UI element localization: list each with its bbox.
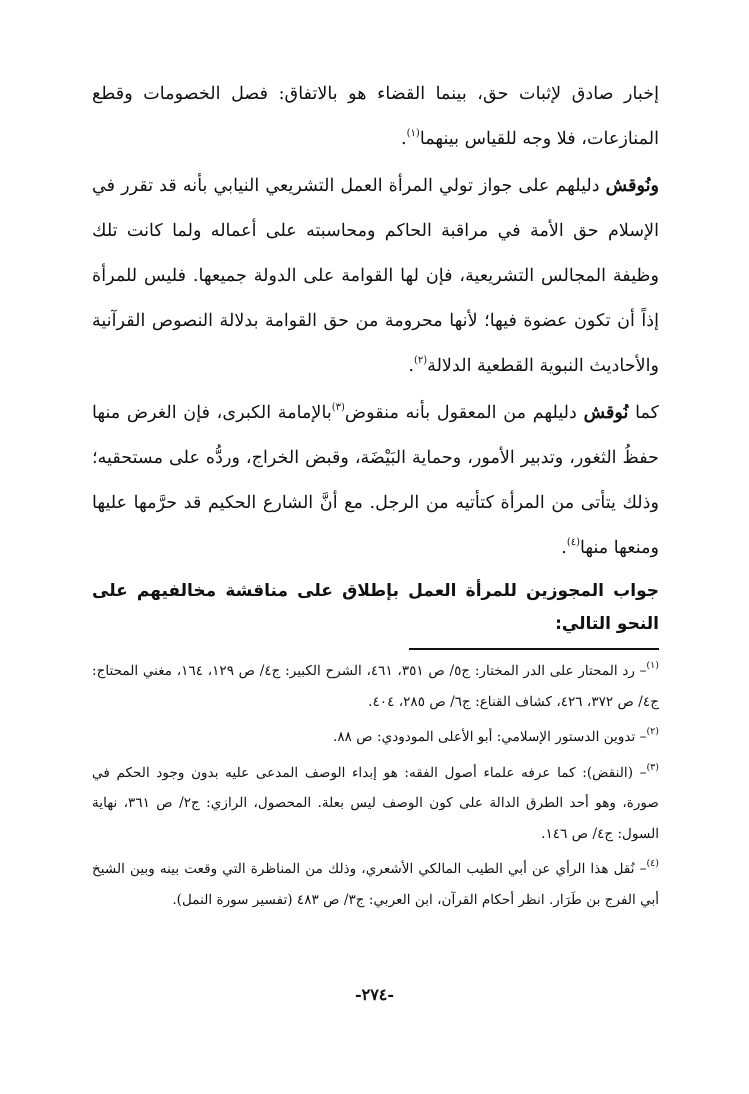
paragraph-2-text: دليلهم على جواز تولي المرأة العمل التشريعي النيابي بأنه قد تقرر في الإسلام حق الأمة في مراقبة الحاكم ومحاسبته على أعماله ولما كانت تلك وظيفة المجالس التشريعية، فإن لها القوامة على الدولة جميعها. فليس للمرأة إذاً أن تكون عضوة فيها؛ لأنها محرومة من حق القوامة بدلالة النصوص القرآنية والأحاديث النبوية القطعية الدلالة	[92, 176, 659, 376]
footnote-1-number: (١)	[646, 660, 659, 671]
footnotes	[92, 656, 659, 915]
section-heading: جواب المجوزين للمرأة العمل بإطلاق على مناقشة مخالفيهم على النحو التالي:	[92, 581, 659, 634]
footnote-1-text: – رد المحتار على الدر المختار: ج٥/ ص ٣٥١، ٤٦١، الشرح الكبير: ج٤/ ص ١٢٩، ١٦٤، مغني المحتاج: ج٤/ ص ٣٧٢، ٤٢٦، كشاف القناع: ج٦/ ص ٢٨٥، ٤٠٤.	[92, 663, 659, 710]
footnote-4-text: – نُقل هذا الرأي عن أبي الطيب المالكي الأشعري، وذلك من المناظرة التي وقعت بينه وبين الشيخ أبي الفرج بن طَرَار. انظر أحكام القرآن، ابن العربي: ج٣/ ص ٤٨٣ (تفسير سورة النمل).	[92, 861, 659, 908]
page-number: -٢٧٤-	[354, 985, 395, 1004]
paragraph-1-text: إخبار صادق لإثبات حق، بينما القضاء هو بالاتفاق: فصل الخصومات وقطع المنازعات، فلا وجه للقياس بينهما	[92, 84, 659, 149]
footnote-3-text: – (النقض): كما عرفه علماء أصول الفقه: هو إبداء الوصف المدعى عليه بدون وجود الحكم في صورة، وهو أحد الطرق الدالة على كون الوصف ليس بعلة. المحصول، الرازي: ج٢/ ص ٣٦١، نهاية السول: ج٤/ ص ١٤٦.	[92, 764, 659, 842]
footnote-3-number: (٣)	[646, 761, 659, 773]
paragraph-3	[92, 390, 659, 571]
footnote-2-number: (٢)	[646, 726, 659, 737]
footnote-2	[92, 722, 659, 753]
footnote-ref-2[interactable]: (٢)	[413, 355, 428, 366]
paragraph-3-text-b: بالإمامة الكبرى، فإن الغرض منها حفظُ الثغور، وتدبير الأمور، وحماية البَيْضَة، وقبض الخراج، وردُّه على مستحقيه؛ وذلك يتأتى من المرأة كتأتيه من الرجل. مع أنَّ الشارع الحكيم قد حرَّمها عليها ومنعها منها	[92, 403, 659, 558]
footnote-4	[92, 854, 659, 915]
footnote-ref-1[interactable]: (١)	[406, 128, 420, 139]
footnote-ref-4[interactable]: (٤)	[566, 537, 581, 548]
footnote-4-number: (٤)	[646, 858, 659, 869]
footnote-3	[92, 758, 659, 850]
paragraph-2	[92, 163, 659, 389]
footnote-1	[92, 656, 659, 717]
paragraph-1	[92, 72, 659, 162]
paragraph-3-lead: نُوقش	[583, 402, 629, 423]
footnote-2-text: – تدوين الدستور الإسلامي: أبو الأعلى المودودي: ص ٨٨.	[332, 729, 647, 745]
footnote-ref-3[interactable]: (٣)	[331, 402, 345, 413]
footnote-divider	[409, 648, 659, 650]
paragraph-2-lead: ونُوقش	[605, 175, 659, 196]
paragraph-3-end: .	[561, 538, 567, 558]
paragraph-3-text-a: دليلهم من المعقول بأنه منقوض	[344, 403, 584, 423]
paragraph-1-end: .	[401, 129, 407, 149]
paragraph-3-pre: كما	[628, 403, 659, 423]
paragraph-2-end: .	[408, 356, 414, 376]
